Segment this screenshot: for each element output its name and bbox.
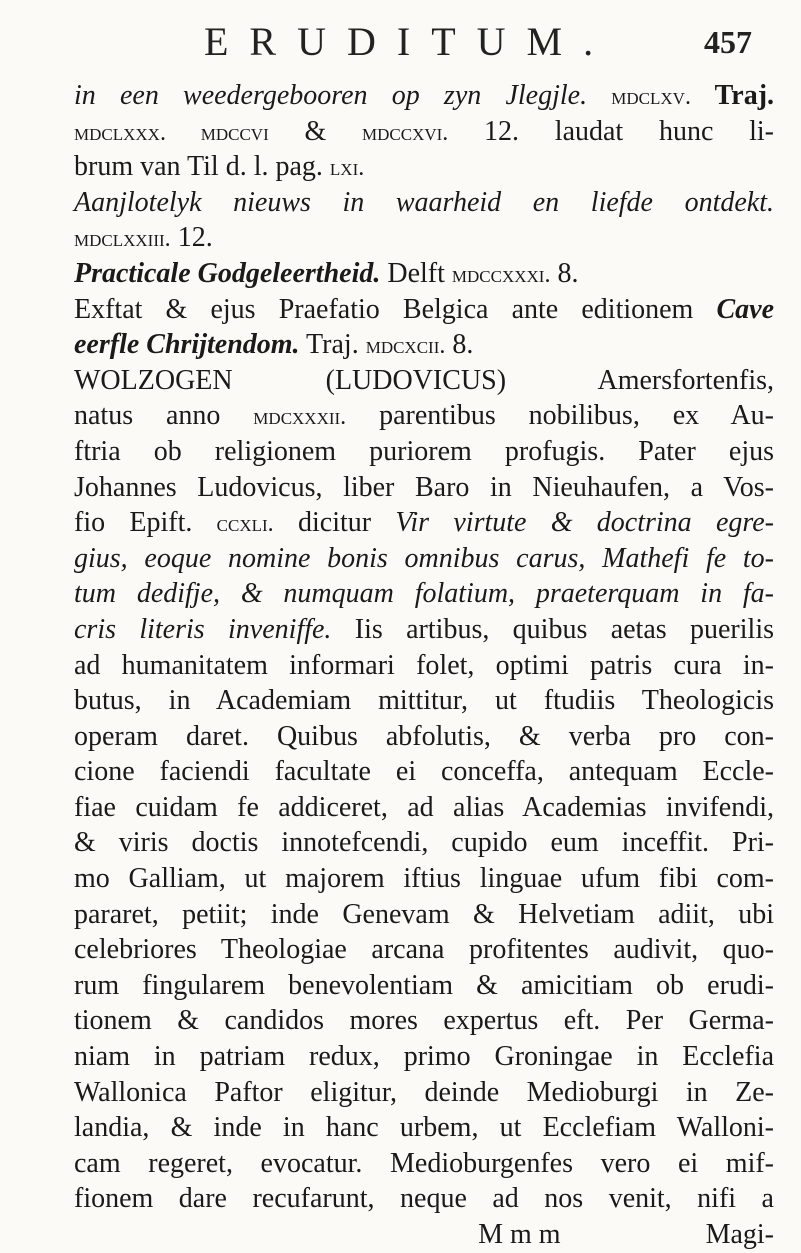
page-header [0,18,801,78]
text-line [74,861,774,897]
text-segment: fionem dare recufarunt, neque ad nos venit, nifi a [74,1183,774,1215]
text-segment: operam daret. Quibus abfolutis, & verba pro con- [74,720,774,752]
text-segment: cam regeret, evocatur. Medioburgenfes vero ei mif- [74,1147,774,1179]
text-line [74,648,774,684]
text-segment: tum dedifje, & numquam folatium, praeterquam in fa- [74,578,774,610]
text-segment: Johannes Ludovicus, liber Baro in Nieuhaufen, a Vos- [74,471,774,503]
text-segment: WOLZOGEN (LUDOVICUS) Amersfortenfis, [74,364,774,396]
text-segment: landia, & inde in hanc urbem, ut Ecclefiam Walloni- [74,1112,774,1144]
text-line [74,1110,774,1146]
text-segment: mdclxxx. mdccvi [74,119,269,146]
text-segment: fio Epift. [74,507,217,539]
text-segment: Iis artibus, quibus aetas puerilis [331,613,774,645]
text-segment: tionem & candidos mores expertus eft. Per Germa- [74,1005,774,1037]
text-segment: eerfle Chrijtendom. [74,329,300,361]
text-line [74,505,774,541]
text-line [74,932,774,968]
text-line [74,398,774,434]
text-segment: cione faciendi facultate ei conceffa, antequam Eccle- [74,756,774,788]
text-segment: & [268,115,362,147]
text-line [74,968,774,1004]
text-line [74,256,774,292]
text-segment: mdcxxxii. [253,404,347,431]
text-segment: butus, in Academiam mittitur, ut ftudiis Theologicis [74,685,774,717]
text-segment: Delft [380,257,452,289]
text-line [74,825,774,861]
text-line [74,790,774,826]
text-line [74,363,774,399]
text-segment: gius, eoque nomine bonis omnibus carus, Mathefi fe to- [74,542,774,574]
text-line [74,897,774,933]
text-segment: natus anno [74,400,254,432]
text-segment: Practicale Godgeleertheid. [74,257,381,289]
text-segment: 12. laudat hunc li- [448,115,774,147]
page-footer [74,1217,774,1253]
text-line [74,1075,774,1111]
text-segment: brum van Til d. l. pag. [74,151,330,183]
text-segment: pararet, petiit; inde Genevam & Helvetiam adiit, ubi [74,898,774,930]
text-segment: dicitur [273,507,396,539]
text-segment: mdcxcii. [365,333,446,360]
text-segment: mdclxxiii. [74,226,171,253]
text-segment: mdccxvi. [362,119,449,146]
catchword: Magi- [705,1219,774,1250]
text-segment: fiae cuidam fe addiceret, ad alias Academias invifendi, [74,791,774,823]
text-line [74,114,774,150]
text-segment: 12. [170,222,213,254]
text-line [74,78,774,114]
text-segment: parentibus nobilibus, ex Au- [346,400,775,432]
text-line [74,434,774,470]
text-line [74,1146,774,1182]
text-segment: ccxli. [216,511,274,538]
text-segment: Exftat & ejus Praefatio Belgica ante editionem [74,293,717,325]
text-segment: celebriores Theologiae arcana profitentes audivit, quo- [74,934,774,966]
text-segment: & viris doctis innotefcendi, cupido eum inceffit. Pri- [74,827,774,859]
text-segment: mdccxxxi. [451,261,551,288]
text-segment: Traj. [690,80,775,111]
text-segment: mo Galliam, ut majorem iftius linguae ufum fibi com- [74,863,774,895]
text-line [74,576,774,612]
text-segment: mdclxv. [611,84,691,110]
text-line [74,754,774,790]
text-segment: 8. [445,329,474,361]
text-segment: Vir virtute & doctrina egre- [395,507,775,539]
text-line [74,185,774,221]
text-line [74,541,774,577]
signature-mark: M m m [478,1219,561,1250]
text-line [74,220,774,256]
text-segment: cris literis inveniffe. [74,613,332,645]
text-line [74,683,774,719]
text-line [74,612,774,648]
text-segment: lxi. [329,155,365,182]
text-line [74,1181,774,1217]
text-segment: Cave [716,293,774,325]
text-segment: in een weedergebooren op zyn Jlegjle. [74,80,588,111]
text-line [74,292,774,328]
text-segment: Traj. [299,329,366,361]
text-line [74,719,774,755]
text-segment: rum fingularem benevolentiam & amicitiam ob erudi- [74,969,774,1001]
text-segment: ftria ob religionem puriorem profugis. Pater ejus [74,435,774,467]
text-line [74,149,774,185]
text-segment: niam in patriam redux, primo Groningae in Ecclefia [74,1041,774,1073]
text-segment [587,80,611,111]
text-body [74,78,774,1253]
text-line [74,327,774,363]
text-segment: ad humanitatem informari folet, optimi patris cura in- [74,649,774,681]
text-segment: Aanjlotelyk nieuws in waarheid en liefde ontdekt. [74,186,774,218]
text-segment: 8. [550,257,579,289]
text-line [74,1003,774,1039]
text-segment: Wallonica Paftor eligitur, deinde Medioburgi in Ze- [74,1076,774,1108]
text-line [74,470,774,506]
running-title: ERUDITUM. [204,19,615,64]
page-number: 457 [704,24,752,60]
text-line [74,1039,774,1075]
